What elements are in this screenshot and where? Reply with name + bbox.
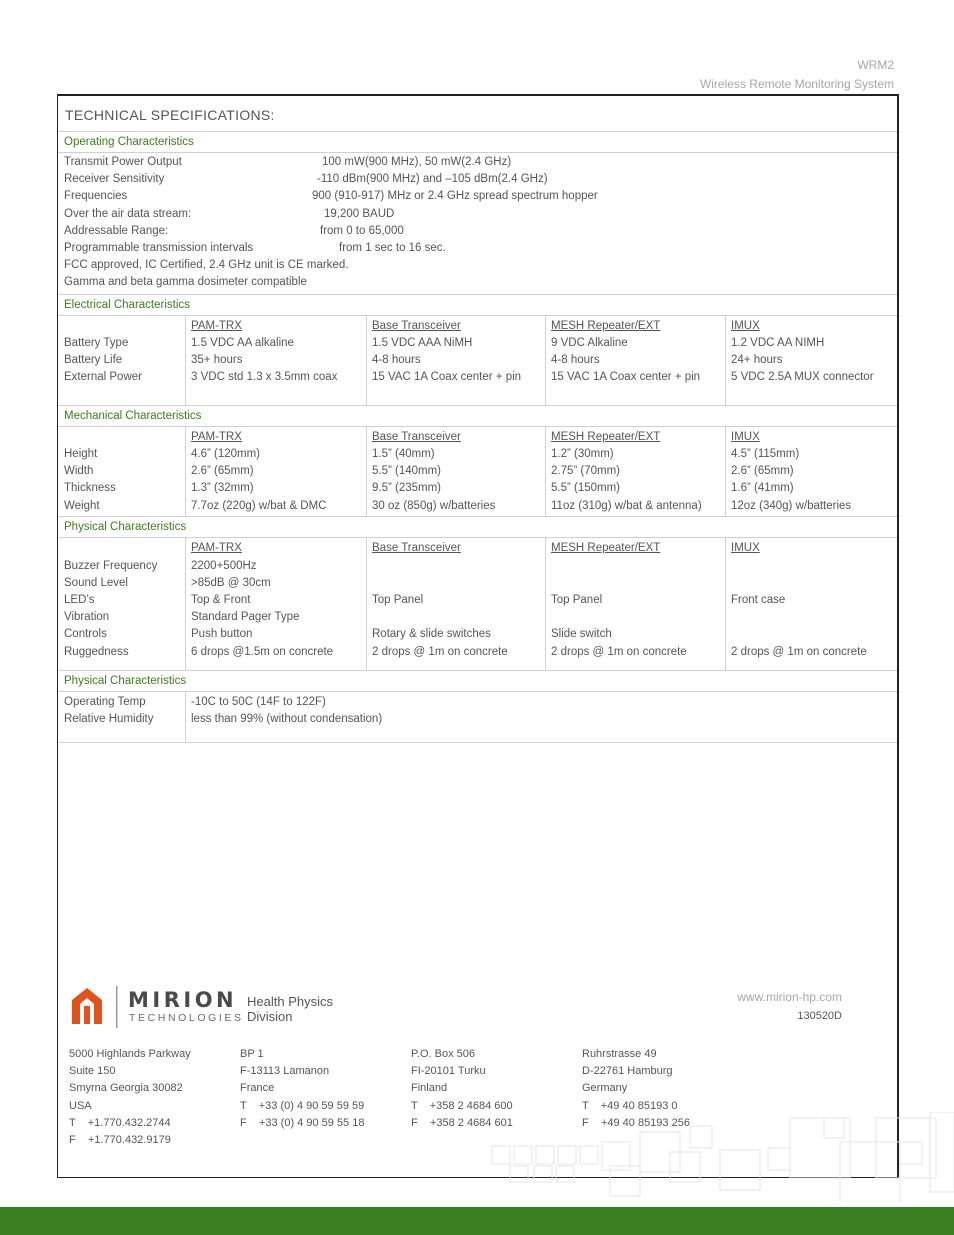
table-cell: 11oz (310g) w/bat & antenna) — [551, 499, 702, 512]
table-cell: 24+ hours — [731, 354, 783, 367]
row-label: Width — [64, 465, 94, 478]
column-divider — [185, 316, 186, 405]
address-line: F +1.770.432.9179 — [69, 1134, 171, 1147]
spec-label: Addressable Range: — [64, 224, 169, 237]
environmental-heading: Physical Characteristics — [58, 670, 897, 692]
table-cell: 9.5” (235mm) — [372, 482, 442, 495]
address-line: Ruhrstrasse 49 — [582, 1048, 657, 1060]
column-header: IMUX — [731, 320, 760, 332]
column-divider — [725, 538, 726, 670]
address-line: 5000 Highlands Parkway — [69, 1048, 191, 1060]
table-cell: 1.6” (41mm) — [731, 482, 794, 495]
table-cell: Slide switch — [551, 628, 612, 640]
address-line: BP 1 — [240, 1048, 264, 1060]
address-france — [240, 1046, 364, 1132]
address-finland — [411, 1046, 513, 1132]
spec-label: Programmable transmission intervals — [64, 242, 254, 254]
spec-value: 100 mW(900 MHz), 50 mW(2.4 GHz) — [322, 156, 512, 168]
address-line: D-22761 Hamburg — [582, 1065, 673, 1078]
decorative-squares — [490, 1112, 954, 1202]
column-header: MESH Repeater/EXT — [551, 542, 661, 554]
row-label: Buzzer Frequency — [64, 560, 158, 572]
column-divider — [185, 538, 186, 670]
table-cell: 3 VDC std 1.3 x 3.5mm coax — [191, 371, 338, 384]
address-line: Suite 150 — [69, 1065, 116, 1078]
table-cell: 9 VDC Alkaline — [551, 337, 628, 349]
column-header: MESH Repeater/EXT — [551, 320, 661, 332]
row-label: Sound Level — [64, 577, 128, 589]
logo-subtext: TECHNOLOGIES — [129, 1012, 244, 1024]
address-line: FI-20101 Turku — [411, 1065, 486, 1078]
column-divider — [366, 316, 367, 405]
column-divider — [725, 316, 726, 405]
row-label: Controls — [64, 628, 107, 640]
logo-wordmark: MIRION — [128, 988, 238, 1012]
column-header: PAM-TRX — [191, 542, 242, 554]
table-cell: 12oz (340g) w/batteries — [731, 499, 852, 512]
column-header: IMUX — [731, 542, 760, 554]
table-cell: 1.5” (40mm) — [372, 448, 435, 460]
address-line: Finland — [411, 1082, 448, 1095]
product-code: WRM2 — [857, 58, 894, 72]
table-cell: 15 VAC 1A Coax center + pin — [372, 371, 522, 384]
row-label: Battery Type — [64, 337, 129, 349]
address-line: F +358 2 4684 601 — [411, 1116, 513, 1129]
column-divider — [366, 538, 367, 670]
spec-note: Gamma and beta gamma dosimeter compatible — [64, 276, 307, 289]
address-line: T +49 40 85193 0 — [582, 1099, 678, 1112]
column-divider — [185, 427, 186, 516]
table-cell: 4-8 hours — [551, 354, 600, 367]
table-cell: 7.7oz (220g) w/bat & DMC — [191, 499, 327, 512]
column-header: IMUX — [731, 431, 760, 443]
table-cell: 5.5” (150mm) — [551, 482, 621, 495]
address-usa — [69, 1046, 191, 1149]
table-cell: Front case — [731, 594, 786, 606]
row-label: Vibration — [64, 611, 110, 623]
table-cell: 1.2” (30mm) — [551, 448, 614, 460]
table-cell: 15 VAC 1A Coax center + pin — [551, 371, 701, 384]
table-cell: 5 VDC 2.5A MUX connector — [731, 371, 874, 384]
table-cell: 30 oz (850g) w/batteries — [372, 499, 496, 512]
table-cell: 6 drops @1.5m on concrete — [191, 646, 334, 658]
spec-value: from 1 sec to 16 sec. — [339, 242, 446, 254]
row-label: Height — [64, 448, 98, 460]
operating-heading: Operating Characteristics — [58, 131, 897, 153]
address-line: F-13113 Lamanon — [240, 1065, 330, 1078]
table-cell: 35+ hours — [191, 354, 243, 367]
address-line: P.O. Box 506 — [411, 1048, 476, 1060]
table-cell: 4.6” (120mm) — [191, 448, 261, 460]
column-header: PAM-TRX — [191, 431, 242, 443]
row-label: LED’s — [64, 594, 95, 606]
spec-label: Receiver Sensitivity — [64, 173, 165, 186]
physical-heading: Physical Characteristics — [58, 516, 897, 538]
table-cell: 1.3” (32mm) — [191, 482, 254, 495]
address-germany — [582, 1046, 690, 1132]
mirion-logo — [70, 986, 370, 1039]
spec-value: 900 (910-917) MHz or 2.4 GHz spread spectrum hopper — [312, 190, 598, 203]
column-header: Base Transceiver — [372, 431, 461, 443]
spec-label: Transmit Power Output — [64, 156, 182, 168]
column-header: PAM-TRX — [191, 320, 242, 332]
table-cell: 2200+500Hz — [191, 560, 257, 572]
column-divider — [545, 427, 546, 516]
address-line: T +33 (0) 4 90 59 59 59 — [240, 1099, 365, 1112]
table-cell: 4.5” (115mm) — [731, 448, 800, 460]
table-cell: >85dB @ 30cm — [191, 577, 271, 589]
table-cell: 5.5” (140mm) — [372, 465, 442, 478]
table-cell: 1.5 VDC AAA NiMH — [372, 337, 473, 349]
document-code: 130520D — [797, 1010, 842, 1022]
spec-note: FCC approved, IC Certified, 2.4 GHz unit is CE marked. — [64, 259, 349, 271]
mechanical-heading: Mechanical Characteristics — [58, 405, 897, 427]
division-line-2: Division — [247, 1009, 293, 1024]
electrical-heading: Electrical Characteristics — [58, 294, 897, 316]
address-line: T +1.770.432.2744 — [69, 1116, 171, 1129]
row-label: External Power — [64, 371, 142, 384]
table-cell: 2 drops @ 1m on concrete — [372, 646, 508, 658]
column-divider — [545, 538, 546, 670]
table-cell: less than 99% (without condensation) — [191, 713, 383, 726]
table-cell: 2.6” (65mm) — [731, 465, 794, 478]
division-line-1: Health Physics — [247, 994, 333, 1009]
table-cell: 2.6” (65mm) — [191, 465, 254, 478]
row-label: Weight — [64, 499, 100, 512]
table-cell: 4-8 hours — [372, 354, 421, 367]
spec-value: 19,200 BAUD — [324, 207, 395, 220]
product-subtitle: Wireless Remote Monitoring System — [699, 77, 894, 91]
address-line: Smyrna Georgia 30082 — [69, 1082, 183, 1095]
address-line: Germany — [582, 1082, 628, 1095]
table-cell: Push button — [191, 628, 253, 640]
table-cell: 2 drops @ 1m on concrete — [731, 646, 867, 658]
column-divider — [545, 316, 546, 405]
column-divider — [366, 427, 367, 516]
spec-value: -110 dBm(900 MHz) and –105 dBm(2.4 GHz) — [317, 173, 548, 186]
row-label: Thickness — [64, 482, 116, 495]
bottom-green-bar — [0, 1207, 954, 1235]
table-cell: Standard Pager Type — [191, 611, 300, 623]
column-header: MESH Repeater/EXT — [551, 431, 661, 443]
table-cell: -10C to 50C (14F to 122F) — [191, 696, 326, 708]
column-divider — [725, 427, 726, 516]
page-title: TECHNICAL SPECIFICATIONS: — [65, 107, 275, 123]
row-label: Operating Temp — [64, 696, 146, 708]
website-link[interactable]: www.mirion-hp.com — [737, 990, 842, 1004]
table-cell: 2 drops @ 1m on concrete — [551, 646, 687, 658]
table-cell: Top Panel — [372, 594, 424, 606]
table-cell: Top & Front — [191, 594, 251, 606]
spec-value: from 0 to 65,000 — [320, 224, 404, 237]
row-label: Battery Life — [64, 354, 123, 367]
address-line: T +358 2 4684 600 — [411, 1099, 513, 1112]
divider — [58, 742, 897, 743]
table-cell: 1.5 VDC AA alkaline — [191, 337, 294, 349]
table-cell: Rotary & slide switches — [372, 628, 491, 640]
table-cell: Top Panel — [551, 594, 603, 606]
address-line: F +33 (0) 4 90 59 55 18 — [240, 1116, 365, 1129]
column-divider — [185, 692, 186, 742]
row-label: Relative Humidity — [64, 713, 154, 726]
row-label: Ruggedness — [64, 646, 129, 658]
column-header: Base Transceiver — [372, 320, 461, 332]
address-line: France — [240, 1082, 275, 1095]
table-cell: 2.75” (70mm) — [551, 465, 621, 478]
spec-label: Over the air data stream: — [64, 207, 192, 220]
address-line: F +49 40 85193 256 — [582, 1116, 690, 1129]
column-header: Base Transceiver — [372, 542, 461, 554]
spec-label: Frequencies — [64, 190, 128, 203]
address-line: USA — [69, 1099, 92, 1112]
table-cell: 1.2 VDC AA NIMH — [731, 337, 825, 349]
